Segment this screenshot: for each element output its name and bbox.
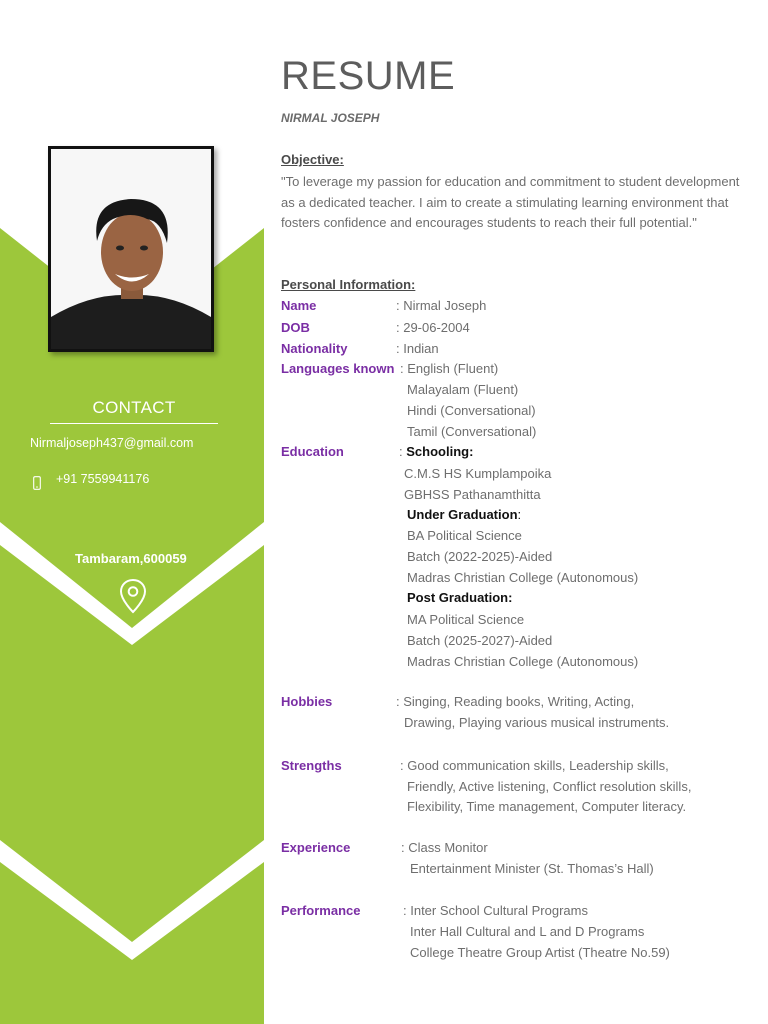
performance-line: Inter Hall Cultural and L and D Programs (410, 924, 645, 939)
schooling-item: C.M.S HS Kumplampoika (404, 466, 552, 481)
strengths-label: Strengths (281, 758, 342, 773)
ug-entry (407, 507, 521, 522)
education-label: Education (281, 444, 344, 459)
experience-line: : Class Monitor (401, 840, 488, 855)
hobbies-line: Drawing, Playing various musical instruments. (404, 715, 670, 730)
phone-number[interactable]: +91 7559941176 (56, 472, 150, 486)
email-link[interactable]: Nirmaljoseph437@gmail.com (30, 436, 194, 450)
name-value: : Nirmal Joseph (396, 298, 487, 313)
language-item: Hindi (Conversational) (407, 403, 536, 418)
ug-heading: Under Graduation (407, 507, 518, 522)
dob-label: DOB (281, 320, 310, 335)
strengths-line: Friendly, Active listening, Conflict resolution skills, (407, 779, 692, 794)
hobbies-line: : Singing, Reading books, Writing, Acting, (396, 694, 635, 709)
education-entry (399, 444, 473, 459)
performance-line: College Theatre Group Artist (Theatre No.59) (410, 945, 670, 960)
language-item: Tamil (Conversational) (407, 424, 537, 439)
strengths-line: Flexibility, Time management, Computer literacy. (407, 799, 687, 814)
languages-label: Languages known (281, 361, 395, 376)
candidate-name: NIRMAL JOSEPH (281, 111, 380, 125)
name-label: Name (281, 298, 317, 313)
pg-item: Batch (2025-2027)-Aided (407, 633, 553, 648)
performance-label: Performance (281, 903, 361, 918)
nationality-value: : Indian (396, 341, 439, 356)
objective-text: "To leverage my passion for education and commitment to student development as a dedicated teacher. I aim to create a stimulating learning environment that fosters confidence and encourages students to reach their full potential." (281, 174, 740, 231)
experience-line: Entertainment Minister (St. Thomas’s Hall) (410, 861, 654, 876)
hobbies-label: Hobbies (281, 694, 333, 709)
resume-title: RESUME (281, 54, 456, 98)
contact-divider (50, 423, 218, 424)
pg-item: Madras Christian College (Autonomous) (407, 654, 639, 669)
performance-line: : Inter School Cultural Programs (403, 903, 588, 918)
pg-heading: Post Graduation: (407, 590, 513, 605)
language-item: Malayalam (Fluent) (407, 382, 519, 397)
nationality-label: Nationality (281, 341, 348, 356)
ug-item: Batch (2022-2025)-Aided (407, 549, 553, 564)
location-pin-icon (119, 578, 147, 614)
phone-icon (33, 476, 41, 490)
address: Tambaram,600059 (75, 551, 187, 566)
ug-colon: : (517, 507, 522, 522)
languages-value: : English (Fluent) (400, 361, 499, 376)
strengths-line: : Good communication skills, Leadership skills, (400, 758, 669, 773)
experience-label: Experience (281, 840, 351, 855)
schooling-heading: Schooling: (406, 444, 474, 459)
personal-info-heading: Personal Information: (281, 277, 416, 292)
objective-heading: Objective: (281, 152, 344, 167)
ug-item: Madras Christian College (Autonomous) (407, 570, 639, 585)
ug-item: BA Political Science (407, 528, 522, 543)
education-colon: : (399, 444, 403, 459)
dob-value: : 29-06-2004 (396, 320, 470, 335)
pg-item: MA Political Science (407, 612, 525, 627)
contact-heading: CONTACT (92, 398, 176, 417)
profile-photo (48, 146, 214, 352)
schooling-item: GBHSS Pathanamthitta (404, 487, 541, 502)
